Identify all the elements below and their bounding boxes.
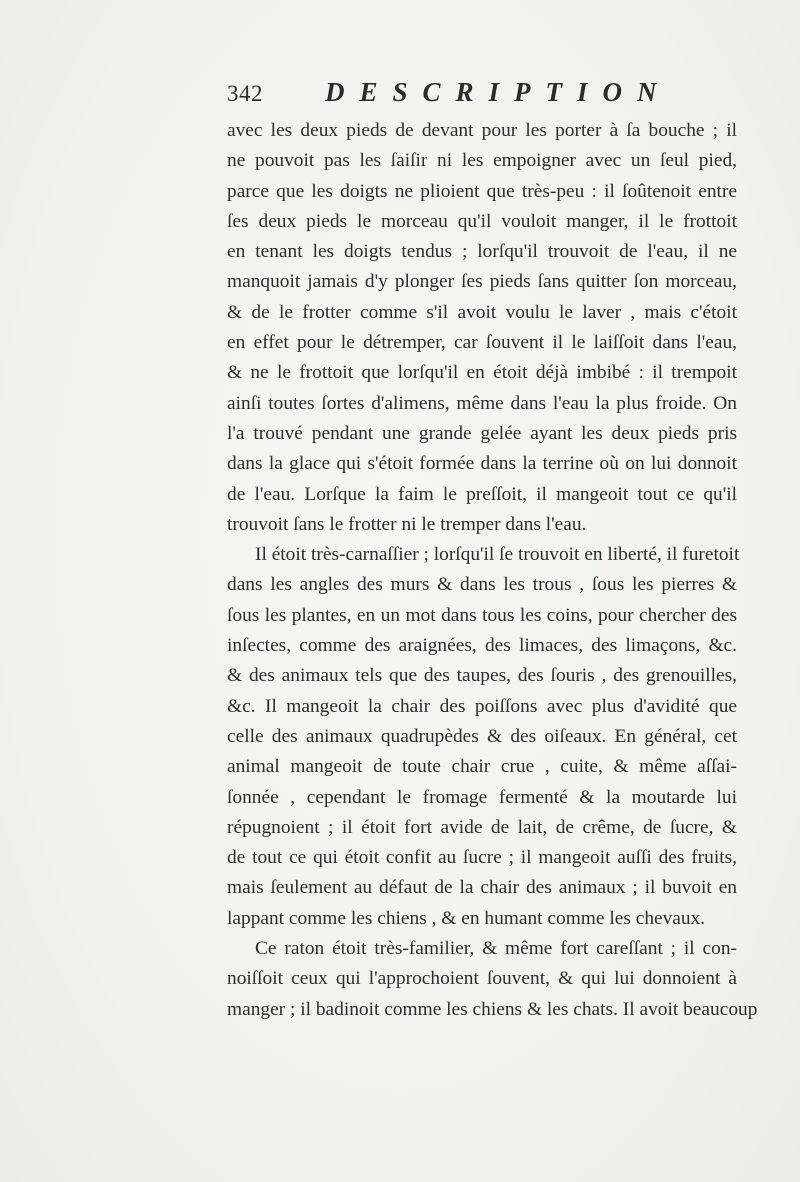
text-line: dans la glace qui s'étoit formée dans la terrine où on lui donnoit [227, 453, 737, 475]
text-line: de tout ce qui étoit confit au ſucre ; il mangeoit auſſi des fruits, [227, 847, 737, 869]
text-line: & ne le frottoit que lorſqu'il en étoit déjà imbibé : il trempoit [227, 362, 737, 384]
text-line: animal mangeoit de toute chair crue , cuite, & même aſſai- [227, 756, 737, 778]
text-line: parce que les doigts ne plioient que très-peu : il ſoûtenoit entre [227, 180, 737, 202]
page-number: 342 [227, 81, 263, 106]
text-line: &c. Il mangeoit la chair des poiſſons avec plus d'avidité que [227, 695, 737, 717]
text-line: dans les angles des murs & dans les trous , ſous les pierres & [227, 574, 737, 596]
text-line: Ce raton étoit très-familier, & même fort careſſant ; il con- [255, 938, 737, 960]
text-line: Il étoit très-carnaſſier ; lorſqu'il ſe trouvoit en liberté, il furetoit [255, 544, 740, 566]
text-line: ſes deux pieds le morceau qu'il vouloit manger, il le frottoit [227, 210, 737, 232]
text-line: & des animaux tels que des taupes, des ſouris , des grenouilles, [227, 665, 737, 687]
text-line: celle des animaux quadrupèdes & des oiſeaux. En général, cet [227, 725, 737, 747]
text-line: ne pouvoit pas les ſaiſir ni les empoigner avec un ſeul pied, [227, 150, 737, 172]
text-line: lappant comme les chiens , & en humant comme les chevaux. [227, 907, 706, 929]
text-line: en effet pour le détremper, car ſouvent il le laiſſoit dans l'eau, [227, 332, 737, 354]
text-line: l'a trouvé pendant une grande gelée ayant les deux pieds pris [227, 422, 737, 444]
text-line: de l'eau. Lorſque la faim le preſſoit, il mangeoit tout ce qu'il [227, 483, 737, 505]
text-line: ſous les plantes, en un mot dans tous les coins, pour chercher des [227, 604, 737, 626]
running-head [227, 77, 672, 117]
text-line: en tenant les doigts tendus ; lorſqu'il trouvoit de l'eau, il ne [227, 241, 737, 263]
text-line: ainſi toutes ſortes d'alimens, même dans l'eau la plus froide. On [227, 392, 737, 414]
body-text [227, 116, 758, 1025]
text-line: répugnoient ; il étoit fort avide de lait, de crême, de ſucre, & [227, 816, 737, 838]
text-line: noiſſoit ceux qui l'approchoient ſouvent, & qui lui donnoient à [227, 968, 737, 990]
text-line: manger ; il badinoit comme les chiens & les chats. Il avoit beaucoup [227, 998, 758, 1020]
text-line: inſectes, comme des araignées, des limaces, des limaçons, &c. [227, 635, 737, 657]
text-line: ſonnée , cependant le fromage fermenté & la moutarde lui [227, 786, 737, 808]
text-line: mais ſeulement au défaut de la chair des animaux ; il buvoit en [227, 877, 737, 899]
text-line: trouvoit ſans le frotter ni le tremper dans l'eau. [227, 513, 587, 535]
text-line: manquoit jamais d'y plonger ſes pieds ſans quitter ſon morceau, [227, 271, 737, 293]
text-line: & de le frotter comme s'il avoit voulu le laver , mais c'étoit [227, 301, 737, 323]
text-line: avec les deux pieds de devant pour les porter à ſa bouche ; il [227, 120, 737, 141]
running-title: DESCRIPTION [325, 77, 672, 107]
